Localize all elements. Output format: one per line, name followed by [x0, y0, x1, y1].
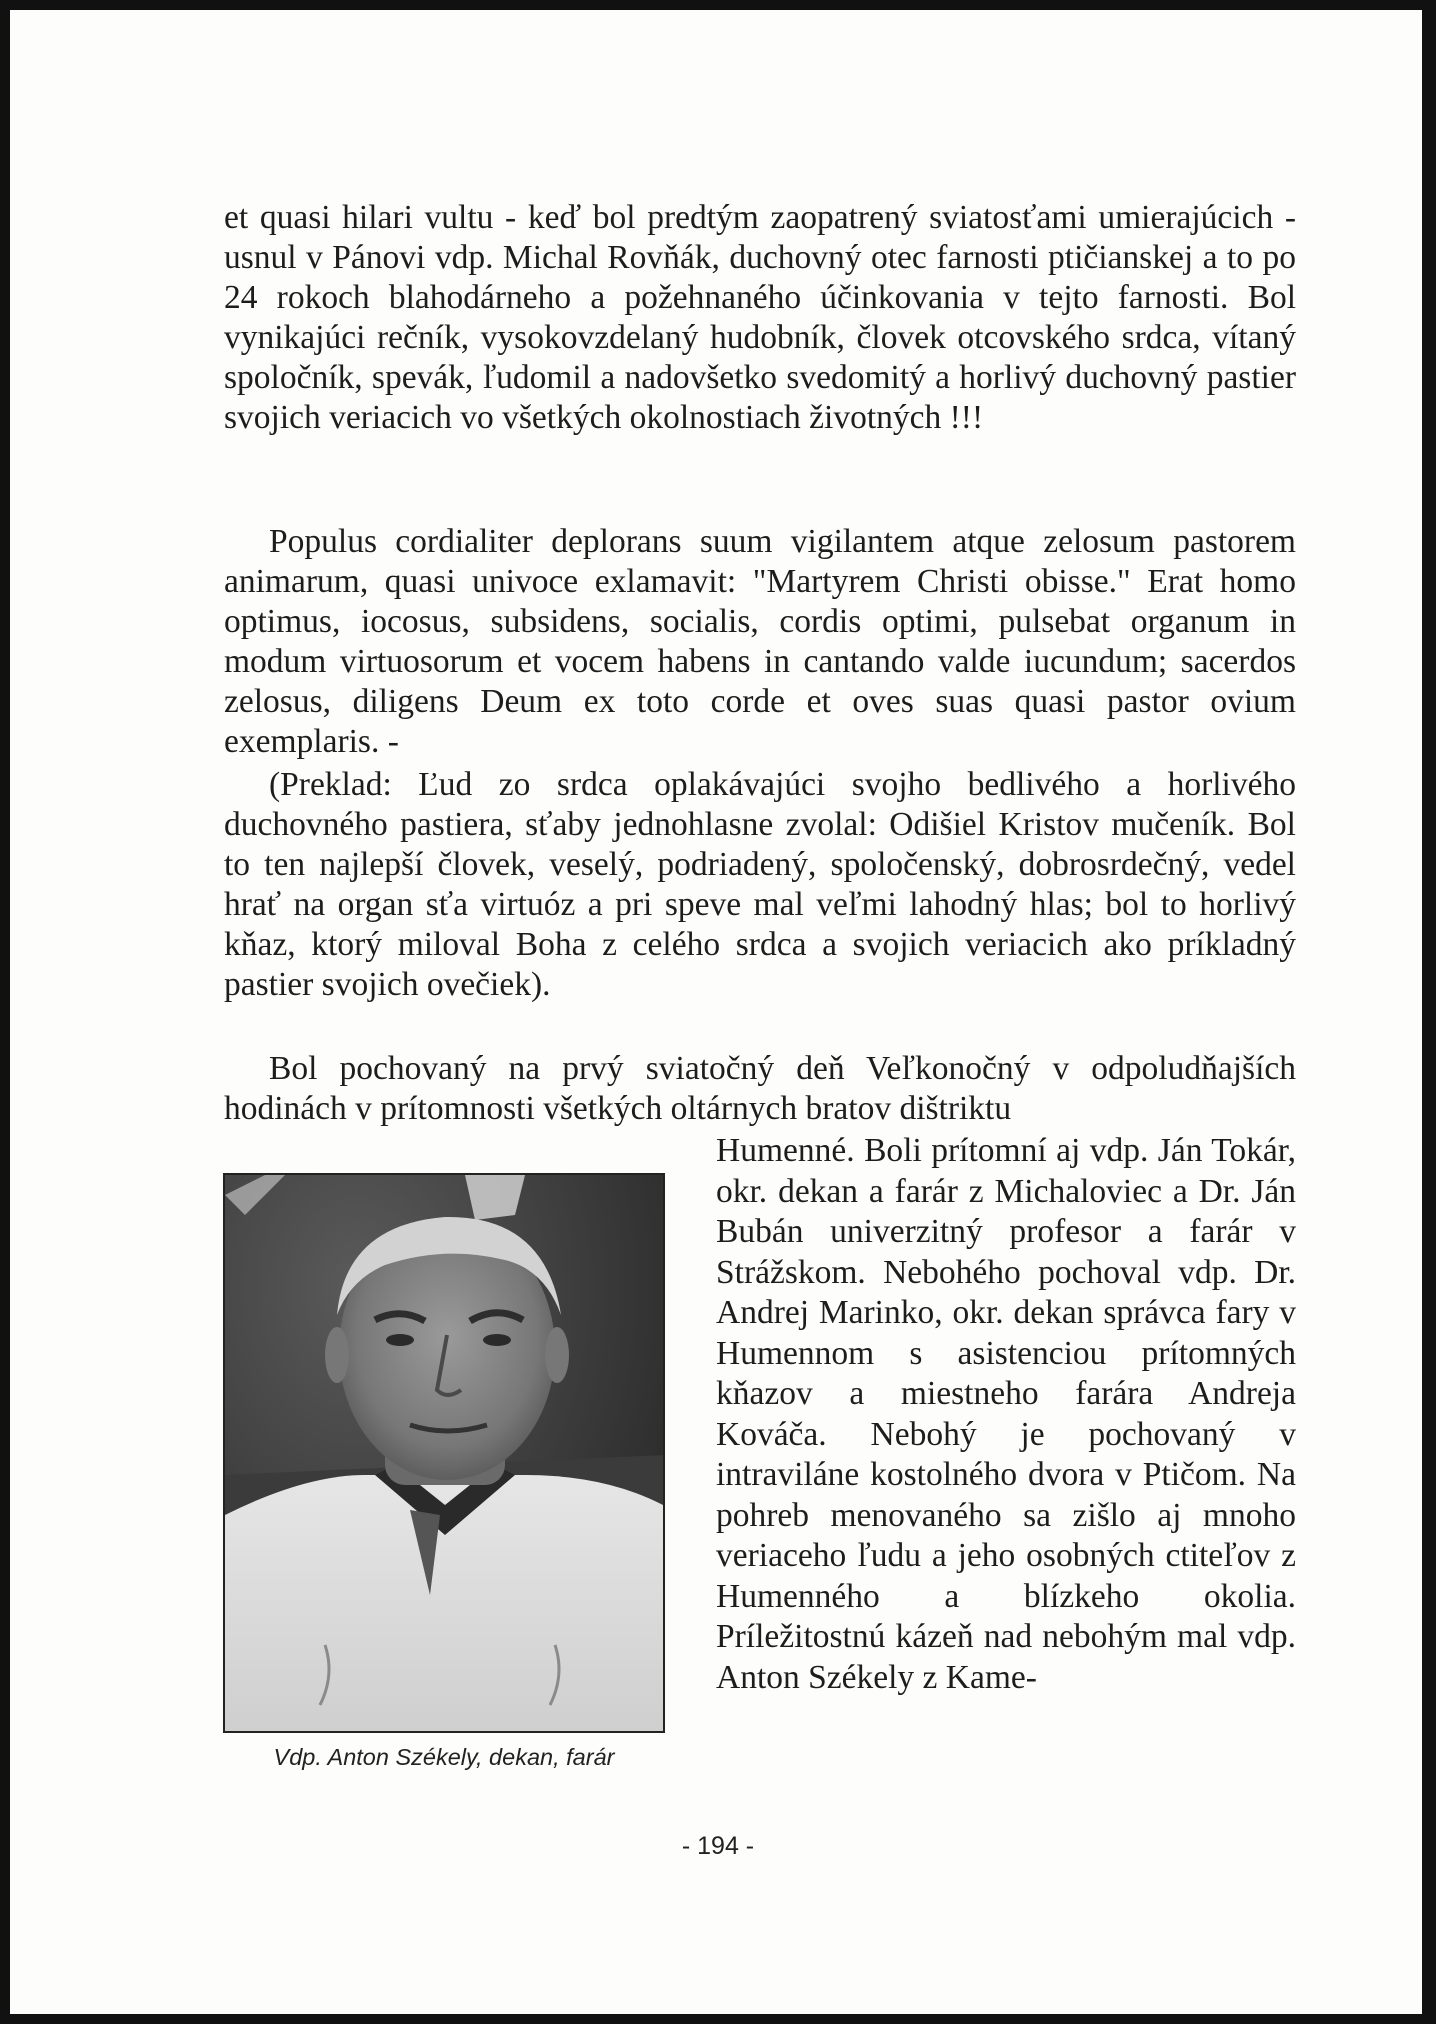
page-number: - 194 -	[681, 1832, 755, 1860]
portrait-photo	[223, 1173, 665, 1733]
portrait-illustration	[225, 1175, 663, 1731]
photo-caption: Vdp. Anton Székely, dekan, farár	[273, 1744, 615, 1770]
paragraph-1: et quasi hilari vultu - keď bol predtým zaopatrený sviatosťami umierajúcich - usnul v Pánovi vdp. Michal Rovňák, duchovný otec farnosti ptičianskej a to po 24 rokoch blahodárneho a požehnaného účinkovania v tejto farnosti. Bol vynikajúci rečník, vysokovzdelaný hudobník, človek otcovského srdca, vítaný spoločník, spevák, ľudomil a nadovšetko svedomitý a horlivý duchovný pastier svojich veriacich vo všetkých okolnostiach životných !!!	[224, 199, 1296, 436]
paragraph-4: Bol pochovaný na prvý sviatočný deň Veľkonočný v odpoludňajších hodinách v prítomnosti všetkých oltárnych bratov dištriktu	[224, 1050, 1296, 1127]
paragraph-3-translation: (Preklad: Ľud zo srdca oplakávajúci svojho bedlivého a horlivého duchovného pastiera, sťaby jednohlasne zvolal: Odišiel Kristov mučeník. Bol to ten najlepší človek, veselý, podriadený, spoločenský, dobrosrdečný, vedel hrať na organ sťa virtuóz a pri speve mal veľmi lahodný hlas; bol to horlivý kňaz, ktorý miloval Boha z celého srdca a svojich veriacich ako príkladný pastier svojich ovečiek).	[224, 766, 1296, 1003]
paragraph-5-wrapped: Humenné. Boli prítomní aj vdp. Ján Tokár, okr. dekan a farár z Michaloviec a Dr. Ján Bubán univerzitný profesor a farár v Strážskom. Nebohého pochoval vdp. Dr. Andrej Marinko, okr. dekan správca fary v Humennom s asistenciou prítomných kňazov a miestneho farára Andreja Kováča. Nebohý je pochovaný v intraviláne kostolného dvora v Ptičom. Na pohreb menovaného sa zišlo aj mnoho veriaceho ľudu a jeho osobných ctiteľov z Humenného a blízkeho okolia. Príležitostnú kázeň nad nebohým mal vdp. Anton Székely z Kame-	[716, 1132, 1296, 1696]
paragraph-2-latin: Populus cordialiter deplorans suum vigilantem atque zelosum pastorem animarum, quasi univoce exlamavit: "Martyrem Christi obisse." Erat homo optimus, iocosus, subsidens, socialis, cordis optimi, pulsebat organum in modum virtuosorum et vocem habens in cantando valde iucundum; sacerdos zelosus, diligens Deum ex toto corde et oves suas quasi pastor ovium exemplaris. -	[224, 523, 1296, 760]
